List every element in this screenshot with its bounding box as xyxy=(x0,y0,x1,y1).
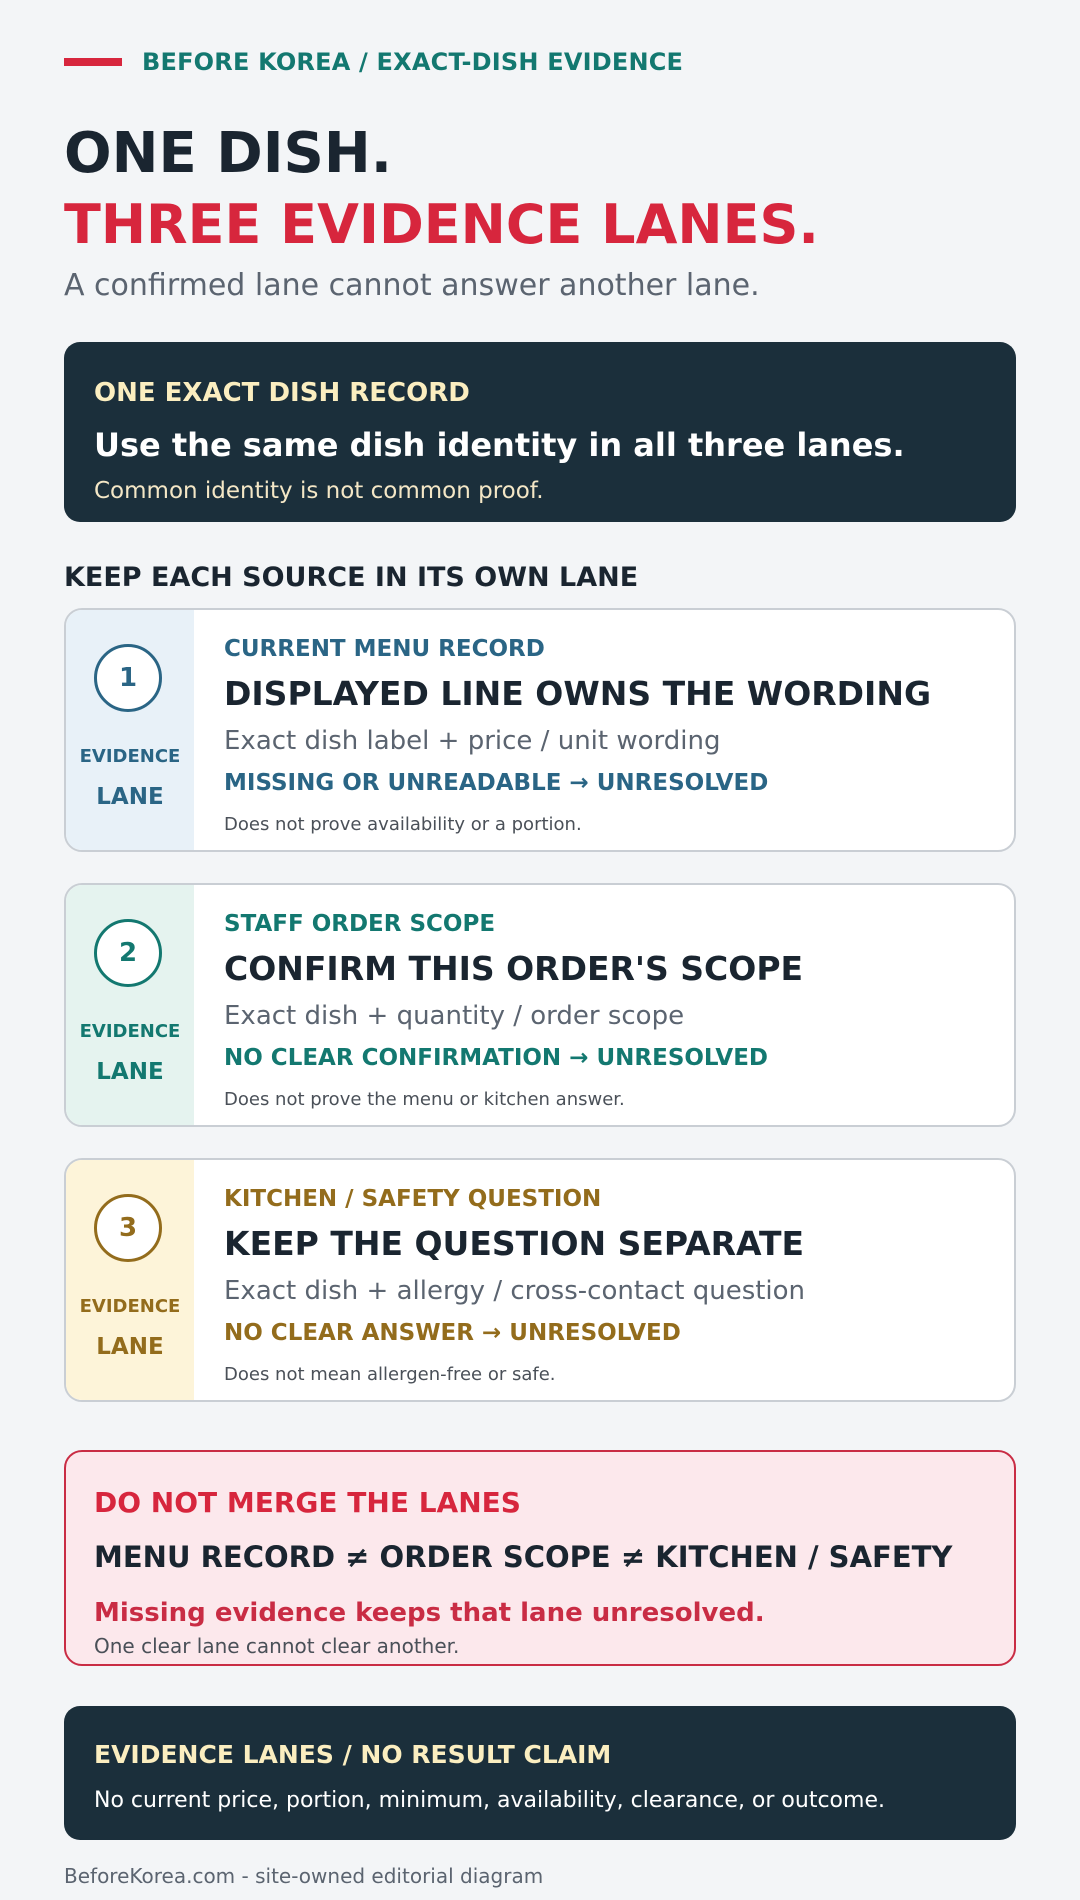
do-not-merge-warning xyxy=(64,1450,1016,1666)
lane-number-badge: 2 xyxy=(94,919,162,987)
lane-note: Does not prove availability or a portion. xyxy=(224,814,582,835)
lane-headline: CONFIRM THIS ORDER'S SCOPE xyxy=(224,949,804,988)
lane-description: Exact dish + allergy / cross-contact question xyxy=(224,1276,806,1306)
lane-side-label-bottom: LANE xyxy=(96,1059,164,1085)
lane-side-panel xyxy=(66,610,194,850)
lane-number-badge: 3 xyxy=(94,1194,162,1262)
lane-headline: KEEP THE QUESTION SEPARATE xyxy=(224,1224,805,1263)
record-card-headline: Use the same dish identity in all three lanes. xyxy=(94,426,905,464)
lane-side-label-top: EVIDENCE xyxy=(79,746,181,767)
exact-dish-record-card xyxy=(64,342,1016,522)
lane-rule: NO CLEAR CONFIRMATION → UNRESOLVED xyxy=(224,1045,769,1071)
record-card-subline: Common identity is not common proof. xyxy=(94,478,544,504)
no-result-claim-card xyxy=(64,1706,1016,1840)
warning-strong-text: Missing evidence keeps that lane unresolved. xyxy=(94,1598,765,1628)
subtitle: A confirmed lane cannot answer another lane. xyxy=(64,268,760,303)
footer-credit: BeforeKorea.com - site-owned editorial diagram xyxy=(64,1864,544,1888)
lane-side-label-bottom: LANE xyxy=(96,784,164,810)
title-line-2: THREE EVIDENCE LANES. xyxy=(64,193,819,256)
lane-side-panel xyxy=(66,1160,194,1400)
lane-kicker: CURRENT MENU RECORD xyxy=(224,636,545,662)
lane-side-label-top: EVIDENCE xyxy=(79,1021,181,1042)
kicker-text: BEFORE KOREA / EXACT-DISH EVIDENCE xyxy=(142,48,684,76)
lane-note: Does not prove the menu or kitchen answer. xyxy=(224,1089,625,1110)
title-line-1: ONE DISH. xyxy=(64,121,393,186)
lane-card-order-scope xyxy=(64,883,1016,1127)
warning-subtext: One clear lane cannot clear another. xyxy=(94,1634,460,1658)
warning-headline: MENU RECORD ≠ ORDER SCOPE ≠ KITCHEN / SAFETY xyxy=(94,1540,953,1574)
lane-kicker: STAFF ORDER SCOPE xyxy=(224,911,496,937)
lane-side-panel xyxy=(66,885,194,1125)
accent-bar xyxy=(64,58,122,66)
lane-rule: NO CLEAR ANSWER → UNRESOLVED xyxy=(224,1320,681,1346)
lane-note: Does not mean allergen-free or safe. xyxy=(224,1364,556,1385)
lane-headline: DISPLAYED LINE OWNS THE WORDING xyxy=(224,674,932,713)
warning-label: DO NOT MERGE THE LANES xyxy=(94,1486,521,1519)
final-card-label: EVIDENCE LANES / NO RESULT CLAIM xyxy=(94,1740,612,1769)
lane-kicker: KITCHEN / SAFETY QUESTION xyxy=(224,1186,602,1212)
lane-card-menu-record xyxy=(64,608,1016,852)
lane-card-kitchen-safety xyxy=(64,1158,1016,1402)
lane-number-badge: 1 xyxy=(94,644,162,712)
lane-rule: MISSING OR UNREADABLE → UNRESOLVED xyxy=(224,770,769,796)
final-card-body: No current price, portion, minimum, availability, clearance, or outcome. xyxy=(94,1788,885,1813)
lane-side-label-bottom: LANE xyxy=(96,1334,164,1360)
section-title: KEEP EACH SOURCE IN ITS OWN LANE xyxy=(64,562,639,593)
lane-description: Exact dish + quantity / order scope xyxy=(224,1001,685,1031)
lane-description: Exact dish label + price / unit wording xyxy=(224,726,721,756)
record-card-label: ONE EXACT DISH RECORD xyxy=(94,378,470,408)
header-kicker xyxy=(64,48,683,76)
lane-side-label-top: EVIDENCE xyxy=(79,1296,181,1317)
